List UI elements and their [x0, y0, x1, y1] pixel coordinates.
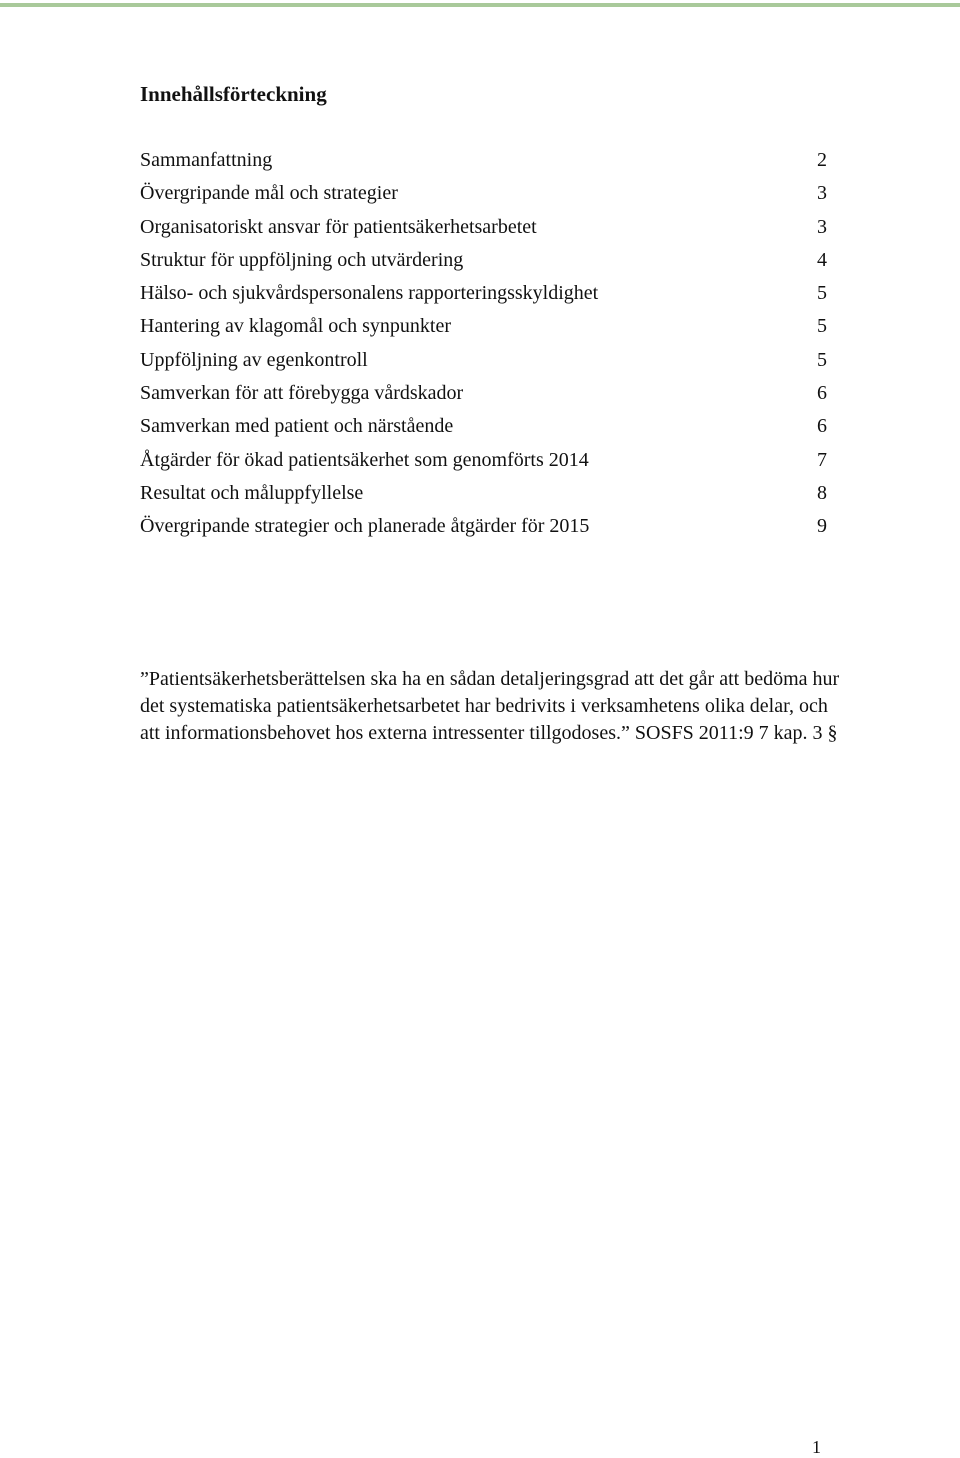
- toc-entry-page: 2: [817, 149, 827, 171]
- toc-entry: [140, 245, 827, 278]
- toc-entry-page: 6: [817, 382, 827, 405]
- toc-entry-page: 3: [817, 182, 827, 205]
- toc-entry-title: Struktur för uppföljning och utvärdering: [140, 248, 464, 271]
- toc-entry-page: 3: [817, 215, 827, 238]
- regulation-quote: ”Patientsäkerhetsberättelsen ska ha en sådan detaljeringsgrad att det går att bedöma hur det systematiska patientsäkerhetsarbetet har bedrivits i verksamhetens olika delar, och att informationsbehovet hos externa intressenter tillgodoses.” SOSFS 2011:9 7 kap. 3 §: [140, 668, 840, 744]
- top-rule-divider: [0, 3, 960, 7]
- toc-entry-title: Organisatoriskt ansvar för patientsäkerhetsarbetet: [140, 215, 537, 238]
- toc-entry-title: Hälso- och sjukvårdspersonalens rapporteringsskyldighet: [140, 282, 599, 305]
- toc-entry: [140, 178, 827, 211]
- toc-entry-title: Övergripande strategier och planerade åtgärder för 2015: [140, 515, 590, 538]
- toc-entry-page: 8: [817, 481, 827, 504]
- toc-entry: [140, 145, 827, 178]
- toc-entry-title: Samverkan för att förebygga vårdskador: [140, 382, 464, 405]
- toc-entry: [140, 378, 827, 411]
- toc-entry: [140, 278, 827, 311]
- table-of-contents: [140, 145, 827, 545]
- toc-entry-page: 6: [817, 415, 827, 438]
- toc-entry-page: 9: [817, 515, 827, 538]
- toc-entry: [140, 311, 827, 344]
- toc-entry: [140, 212, 827, 245]
- toc-entry-title: Uppföljning av egenkontroll: [140, 348, 368, 371]
- toc-entry: [140, 345, 827, 378]
- toc-entry-title: Hantering av klagomål och synpunkter: [140, 315, 452, 338]
- toc-entry-page: 5: [817, 282, 827, 305]
- toc-entry: [140, 411, 827, 444]
- toc-entry-page: 4: [817, 248, 827, 271]
- toc-entry-title: Övergripande mål och strategier: [140, 182, 398, 205]
- toc-entry-title: Resultat och måluppfyllelse: [140, 481, 364, 504]
- toc-entry: [140, 478, 827, 511]
- toc-entry-title: Sammanfattning: [140, 149, 273, 171]
- toc-entry: [140, 445, 827, 478]
- toc-entry: [140, 511, 827, 544]
- page-number: 1: [812, 1437, 821, 1457]
- toc-entry-title: Åtgärder för ökad patientsäkerhet som genomförts 2014: [140, 448, 589, 471]
- toc-entry-page: 5: [817, 315, 827, 338]
- toc-entry-title: Samverkan med patient och närstående: [140, 415, 454, 438]
- toc-entry-page: 5: [817, 348, 827, 371]
- toc-heading: Innehållsförteckning: [140, 82, 327, 106]
- toc-entry-page: 7: [817, 448, 827, 471]
